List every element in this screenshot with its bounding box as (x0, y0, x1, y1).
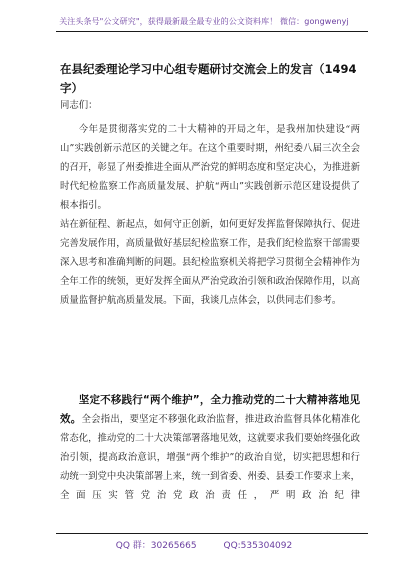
section-text: 全会指出，要坚定不移强化政治监督，推进政治监督具体化精准化常态化，推动党的二十大决策部署落地见效，这就要求我们要始终强化政治引领，提高政治意识，增强“两个维护”的政治自觉，切实把思想和行动统一到党中央决策部署上来，统一到省委、州委、县委工作要求上来，全面压实管党治党政治责任，严明政治纪律 (60, 414, 361, 502)
paragraph-1: 今年是贯彻落实党的二十大精神的开局之年，是我州加快建设“两山”实践创新示范区的关键之年。在这个重要时期，州纪委八届三次全会的召开，彰显了州委推进全面从严治党的鲜明态度和坚定决心，为推进新时代纪检监察工作高质量发展、护航“两山”实践创新示范区建设提供了根本指引。 (60, 124, 361, 212)
footer-qq: QQ:535304092 (223, 541, 293, 551)
section-heading: 坚定不移践行“两个维护”，全力推动党的二十大精神落地见效。 (60, 394, 360, 426)
paragraph-2: 站在新征程、新起点，如何守正创新，如何更好发挥监督保障执行、促进完善发展作用，高质量做好基层纪检监察工作，是我们纪检监察干部需要深入思考和准确判断的问题。县纪检监察机关将把学习贯彻全会精神作为全年工作的统领，更好发挥全面从严治党政治引领和政治保障作用，以高质量监督护航高质量发展。下面，我谈几点体会，以供同志们参考。 (60, 219, 361, 307)
footer (0, 538, 408, 551)
header-banner: 关注头条号"公文研究"，获得最新最全最专业的公文资料库！ 微信：gongwenyj (59, 17, 349, 26)
header-divider (56, 31, 368, 32)
footer-divider (56, 533, 368, 534)
salutation: 同志们： (60, 100, 98, 111)
footer-qq-group: QQ 群：30265665 (115, 541, 197, 551)
document-title: 在县纪委理论学习中心组专题研讨交流会上的发言（1494字） (60, 62, 357, 95)
section-paragraph (60, 391, 360, 506)
